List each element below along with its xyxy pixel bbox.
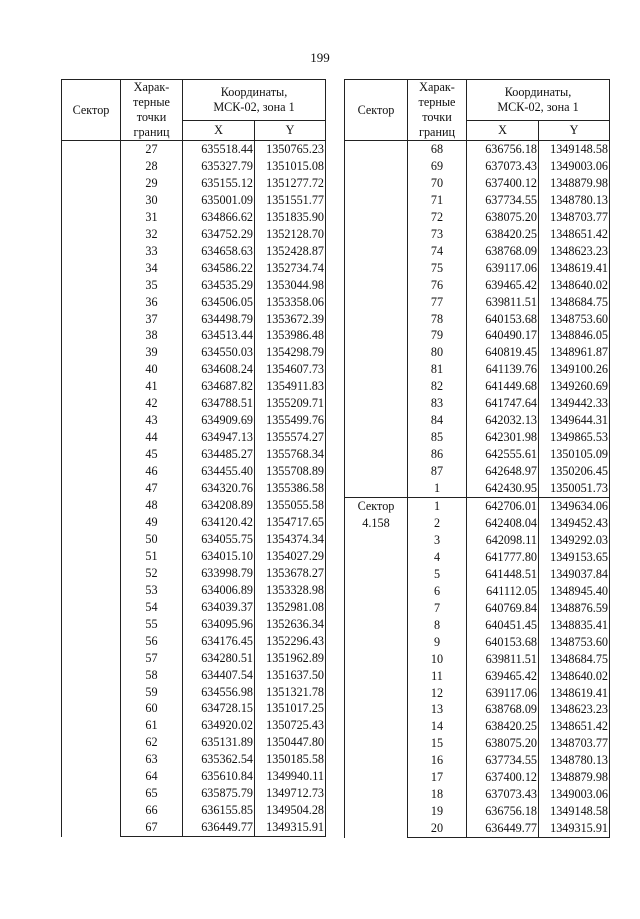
coord-x: 636756.18 [467,141,539,158]
coord-y: 1348640.02 [539,668,610,685]
coord-y: 1351017.25 [255,700,326,717]
point-number: 13 [408,701,467,718]
coord-x: 640153.68 [467,311,539,328]
coord-y: 1349634.06 [539,498,610,515]
coord-x: 634788.51 [183,395,255,412]
point-number: 68 [408,141,467,158]
point-number: 50 [121,531,183,548]
point-number: 20 [408,820,467,837]
point-number: 37 [121,311,183,328]
point-number: 35 [121,277,183,294]
coord-y: 1349100.26 [539,361,610,378]
point-number: 55 [121,616,183,633]
point-number: 36 [121,294,183,311]
coord-x: 642032.13 [467,412,539,429]
coord-x: 634006.89 [183,582,255,599]
point-number: 83 [408,395,467,412]
coord-y: 1351321.78 [255,684,326,701]
header-coords-line1: Координаты, [504,85,572,100]
coord-y: 1355209.71 [255,395,326,412]
coord-y: 1348640.02 [539,277,610,294]
coord-y: 1355768.34 [255,446,326,463]
point-number: 79 [408,327,467,344]
coord-x: 641777.80 [467,549,539,566]
header-char-line1: Харак- [133,80,170,94]
point-number: 66 [121,802,183,819]
coord-y: 1349260.69 [539,378,610,395]
header-coords-line2: МСК-02, зона 1 [497,100,579,115]
coord-x: 642430.95 [467,480,539,497]
coord-x: 634608.24 [183,361,255,378]
header-sector: Сектор [62,80,121,141]
point-number: 40 [121,361,183,378]
coord-y: 1354374.34 [255,531,326,548]
coord-y: 1352636.34 [255,616,326,633]
point-number: 9 [408,634,467,651]
coord-x: 642301.98 [467,429,539,446]
coordinates-table-right [344,79,610,838]
table-row [345,141,610,158]
coord-x: 638768.09 [467,243,539,260]
coord-y: 1349442.33 [539,395,610,412]
coord-y: 1355708.89 [255,463,326,480]
coord-x: 634687.82 [183,378,255,395]
coord-y: 1349452.43 [539,515,610,532]
coord-x: 636449.77 [467,820,539,837]
coord-y: 1348876.59 [539,600,610,617]
point-number: 76 [408,277,467,294]
coord-x: 634909.69 [183,412,255,429]
coord-y: 1349003.06 [539,786,610,803]
coord-x: 642408.04 [467,515,539,532]
header-char-line1: Харак- [419,80,455,94]
coord-x: 635610.84 [183,768,255,785]
coord-y: 1349148.58 [539,141,610,158]
sector-label-line1: Сектор [357,499,395,514]
coord-x: 637073.43 [467,158,539,175]
header-sector: Сектор [345,80,408,141]
point-number: 49 [121,514,183,531]
point-number: 80 [408,344,467,361]
left-table-body [62,141,326,837]
point-number: 1 [408,498,467,515]
point-number: 2 [408,515,467,532]
point-number: 39 [121,344,183,361]
coord-x: 637400.12 [467,769,539,786]
coord-y: 1350051.73 [539,480,610,497]
coord-x: 638768.09 [467,701,539,718]
point-number: 67 [121,819,183,836]
header-char-line2: терные [418,95,456,109]
coord-x: 635518.44 [183,141,255,158]
point-number: 81 [408,361,467,378]
coord-x: 642555.61 [467,446,539,463]
point-number: 11 [408,668,467,685]
point-number: 86 [408,446,467,463]
coord-x: 641449.68 [467,378,539,395]
coord-y: 1348619.41 [539,260,610,277]
point-number: 87 [408,463,467,480]
coord-y: 1349315.91 [539,820,610,837]
point-number: 64 [121,768,183,785]
coord-x: 634535.29 [183,277,255,294]
coord-y: 1349644.31 [539,412,610,429]
coord-y: 1355386.58 [255,480,326,497]
header-char-line2: терные [133,95,170,109]
point-number: 77 [408,294,467,311]
coord-y: 1353678.27 [255,565,326,582]
point-number: 63 [121,751,183,768]
coord-x: 640153.68 [467,634,539,651]
coord-x: 634498.79 [183,311,255,328]
coord-x: 638075.20 [467,209,539,226]
coord-x: 634586.22 [183,260,255,277]
coord-y: 1349865.53 [539,429,610,446]
coord-y: 1348961.87 [539,344,610,361]
coord-x: 638075.20 [467,735,539,752]
sector-cell [62,141,121,837]
coord-y: 1348753.60 [539,311,610,328]
coord-x: 634320.76 [183,480,255,497]
point-number: 78 [408,311,467,328]
coord-y: 1351277.72 [255,175,326,192]
coord-x: 634176.45 [183,633,255,650]
coord-x: 634120.42 [183,514,255,531]
point-number: 1 [408,480,467,497]
point-number: 46 [121,463,183,480]
point-number: 75 [408,260,467,277]
point-number: 84 [408,412,467,429]
coord-x: 639117.06 [467,685,539,702]
header-x: X [183,121,255,141]
coord-y: 1353328.98 [255,582,326,599]
point-number: 74 [408,243,467,260]
coord-y: 1349003.06 [539,158,610,175]
point-number: 57 [121,650,183,667]
coord-x: 638420.25 [467,226,539,243]
right-table-body [345,141,610,838]
coord-x: 634485.27 [183,446,255,463]
coord-x: 634095.96 [183,616,255,633]
coord-y: 1348846.05 [539,327,610,344]
coord-x: 634920.02 [183,717,255,734]
coord-y: 1354911.83 [255,378,326,395]
coord-x: 640769.84 [467,600,539,617]
coord-x: 641112.05 [467,583,539,600]
table-row [345,498,610,515]
coord-x: 640490.17 [467,327,539,344]
coord-y: 1349315.91 [255,819,326,836]
coord-y: 1348703.77 [539,735,610,752]
point-number: 69 [408,158,467,175]
point-number: 14 [408,718,467,735]
coord-y: 1348651.42 [539,718,610,735]
header-coordinates [183,80,326,121]
coord-x: 637734.55 [467,192,539,209]
coord-x: 637400.12 [467,175,539,192]
coord-y: 1352734.74 [255,260,326,277]
point-number: 53 [121,582,183,599]
point-number: 43 [121,412,183,429]
point-number: 30 [121,192,183,209]
coord-y: 1354027.29 [255,548,326,565]
coord-x: 639811.51 [467,651,539,668]
coord-y: 1355574.27 [255,429,326,446]
coord-y: 1348619.41 [539,685,610,702]
sector-label-line2: 4.158 [362,515,390,530]
table-row [62,141,326,158]
header-char-points [408,80,467,141]
coord-x: 641747.64 [467,395,539,412]
coord-y: 1351637.50 [255,667,326,684]
coord-x: 634055.75 [183,531,255,548]
coord-y: 1349504.28 [255,802,326,819]
coord-x: 639811.51 [467,294,539,311]
point-number: 28 [121,158,183,175]
header-char-line4: границ [418,125,456,139]
coord-x: 634513.44 [183,327,255,344]
point-number: 61 [121,717,183,734]
coord-y: 1348684.75 [539,651,610,668]
point-number: 54 [121,599,183,616]
coord-y: 1348623.23 [539,701,610,718]
coord-x: 641448.51 [467,566,539,583]
point-number: 42 [121,395,183,412]
point-number: 65 [121,785,183,802]
coord-x: 634728.15 [183,700,255,717]
point-number: 15 [408,735,467,752]
coord-y: 1353044.98 [255,277,326,294]
coord-y: 1354607.73 [255,361,326,378]
coord-y: 1352128.70 [255,226,326,243]
coord-x: 633998.79 [183,565,255,582]
header-coordinates [467,80,610,121]
coord-x: 634947.13 [183,429,255,446]
coord-x: 634208.89 [183,497,255,514]
coord-x: 634556.98 [183,684,255,701]
coord-y: 1353672.39 [255,311,326,328]
point-number: 12 [408,685,467,702]
coord-y: 1353986.48 [255,327,326,344]
point-number: 7 [408,600,467,617]
header-y: Y [539,121,610,141]
coord-x: 639465.42 [467,277,539,294]
coord-y: 1348945.40 [539,583,610,600]
coordinates-table-left [61,79,326,837]
point-number: 38 [121,327,183,344]
coord-y: 1350185.58 [255,751,326,768]
header-char-line4: границ [133,125,170,139]
point-number: 72 [408,209,467,226]
coord-y: 1351835.90 [255,209,326,226]
coord-x: 635327.79 [183,158,255,175]
point-number: 3 [408,532,467,549]
coord-x: 634015.10 [183,548,255,565]
coord-y: 1348879.98 [539,769,610,786]
coord-x: 641139.76 [467,361,539,378]
coord-y: 1349940.11 [255,768,326,785]
coord-y: 1349292.03 [539,532,610,549]
coord-y: 1350725.43 [255,717,326,734]
coord-y: 1349153.65 [539,549,610,566]
point-number: 33 [121,243,183,260]
coord-y: 1348835.41 [539,617,610,634]
coord-x: 635362.54 [183,751,255,768]
point-number: 56 [121,633,183,650]
point-number: 31 [121,209,183,226]
coord-y: 1350447.80 [255,734,326,751]
coord-y: 1355499.76 [255,412,326,429]
point-number: 45 [121,446,183,463]
header-y: Y [255,121,326,141]
header-char-line3: точки [136,110,167,124]
point-number: 85 [408,429,467,446]
coord-y: 1350765.23 [255,141,326,158]
point-number: 29 [121,175,183,192]
point-number: 62 [121,734,183,751]
point-number: 34 [121,260,183,277]
coord-x: 634658.63 [183,243,255,260]
point-number: 70 [408,175,467,192]
coord-x: 642706.01 [467,498,539,515]
header-x: X [467,121,539,141]
coord-y: 1349037.84 [539,566,610,583]
coord-x: 636155.85 [183,802,255,819]
coord-x: 635001.09 [183,192,255,209]
coord-x: 634550.03 [183,344,255,361]
point-number: 17 [408,769,467,786]
coord-y: 1354298.79 [255,344,326,361]
header-coords-line1: Координаты, [220,85,288,100]
point-number: 51 [121,548,183,565]
point-number: 16 [408,752,467,769]
coord-y: 1353358.06 [255,294,326,311]
point-number: 10 [408,651,467,668]
coord-y: 1348879.98 [539,175,610,192]
page-number: 199 [310,50,330,65]
coord-y: 1354717.65 [255,514,326,531]
coord-x: 637734.55 [467,752,539,769]
coord-x: 637073.43 [467,786,539,803]
coord-x: 634506.05 [183,294,255,311]
point-number: 82 [408,378,467,395]
coord-x: 638420.25 [467,718,539,735]
point-number: 58 [121,667,183,684]
coord-x: 642648.97 [467,463,539,480]
coord-x: 634752.29 [183,226,255,243]
coord-y: 1352296.43 [255,633,326,650]
header-coords-line2: МСК-02, зона 1 [213,100,295,115]
coord-x: 635875.79 [183,785,255,802]
sector-cell [345,141,408,498]
coord-y: 1348703.77 [539,209,610,226]
coord-x: 640451.45 [467,617,539,634]
point-number: 18 [408,786,467,803]
coord-x: 635131.89 [183,734,255,751]
point-number: 73 [408,226,467,243]
coord-y: 1348684.75 [539,294,610,311]
coord-x: 635155.12 [183,175,255,192]
point-number: 41 [121,378,183,395]
header-char-line3: точки [422,110,452,124]
coord-x: 636449.77 [183,819,255,836]
coord-y: 1352981.08 [255,599,326,616]
coord-y: 1351962.89 [255,650,326,667]
coord-y: 1352428.87 [255,243,326,260]
coord-y: 1349148.58 [539,803,610,820]
coord-y: 1350206.45 [539,463,610,480]
point-number: 4 [408,549,467,566]
coord-x: 634407.54 [183,667,255,684]
coord-x: 634455.40 [183,463,255,480]
point-number: 6 [408,583,467,600]
point-number: 19 [408,803,467,820]
point-number: 8 [408,617,467,634]
coord-x: 634039.37 [183,599,255,616]
coord-y: 1348623.23 [539,243,610,260]
coord-y: 1348753.60 [539,634,610,651]
point-number: 60 [121,700,183,717]
point-number: 48 [121,497,183,514]
point-number: 52 [121,565,183,582]
coord-y: 1348780.13 [539,752,610,769]
coord-x: 639117.06 [467,260,539,277]
point-number: 32 [121,226,183,243]
coord-x: 634866.62 [183,209,255,226]
point-number: 59 [121,684,183,701]
coord-y: 1351015.08 [255,158,326,175]
point-number: 27 [121,141,183,158]
point-number: 71 [408,192,467,209]
coord-y: 1349712.73 [255,785,326,802]
coord-y: 1348780.13 [539,192,610,209]
point-number: 5 [408,566,467,583]
sector-label [345,498,408,838]
coord-y: 1351551.77 [255,192,326,209]
coord-x: 639465.42 [467,668,539,685]
coord-x: 642098.11 [467,532,539,549]
coord-x: 636756.18 [467,803,539,820]
point-number: 47 [121,480,183,497]
coord-y: 1350105.09 [539,446,610,463]
coord-x: 634280.51 [183,650,255,667]
coord-y: 1348651.42 [539,226,610,243]
point-number: 44 [121,429,183,446]
coord-x: 640819.45 [467,344,539,361]
coord-y: 1355055.58 [255,497,326,514]
header-char-points [121,80,183,141]
